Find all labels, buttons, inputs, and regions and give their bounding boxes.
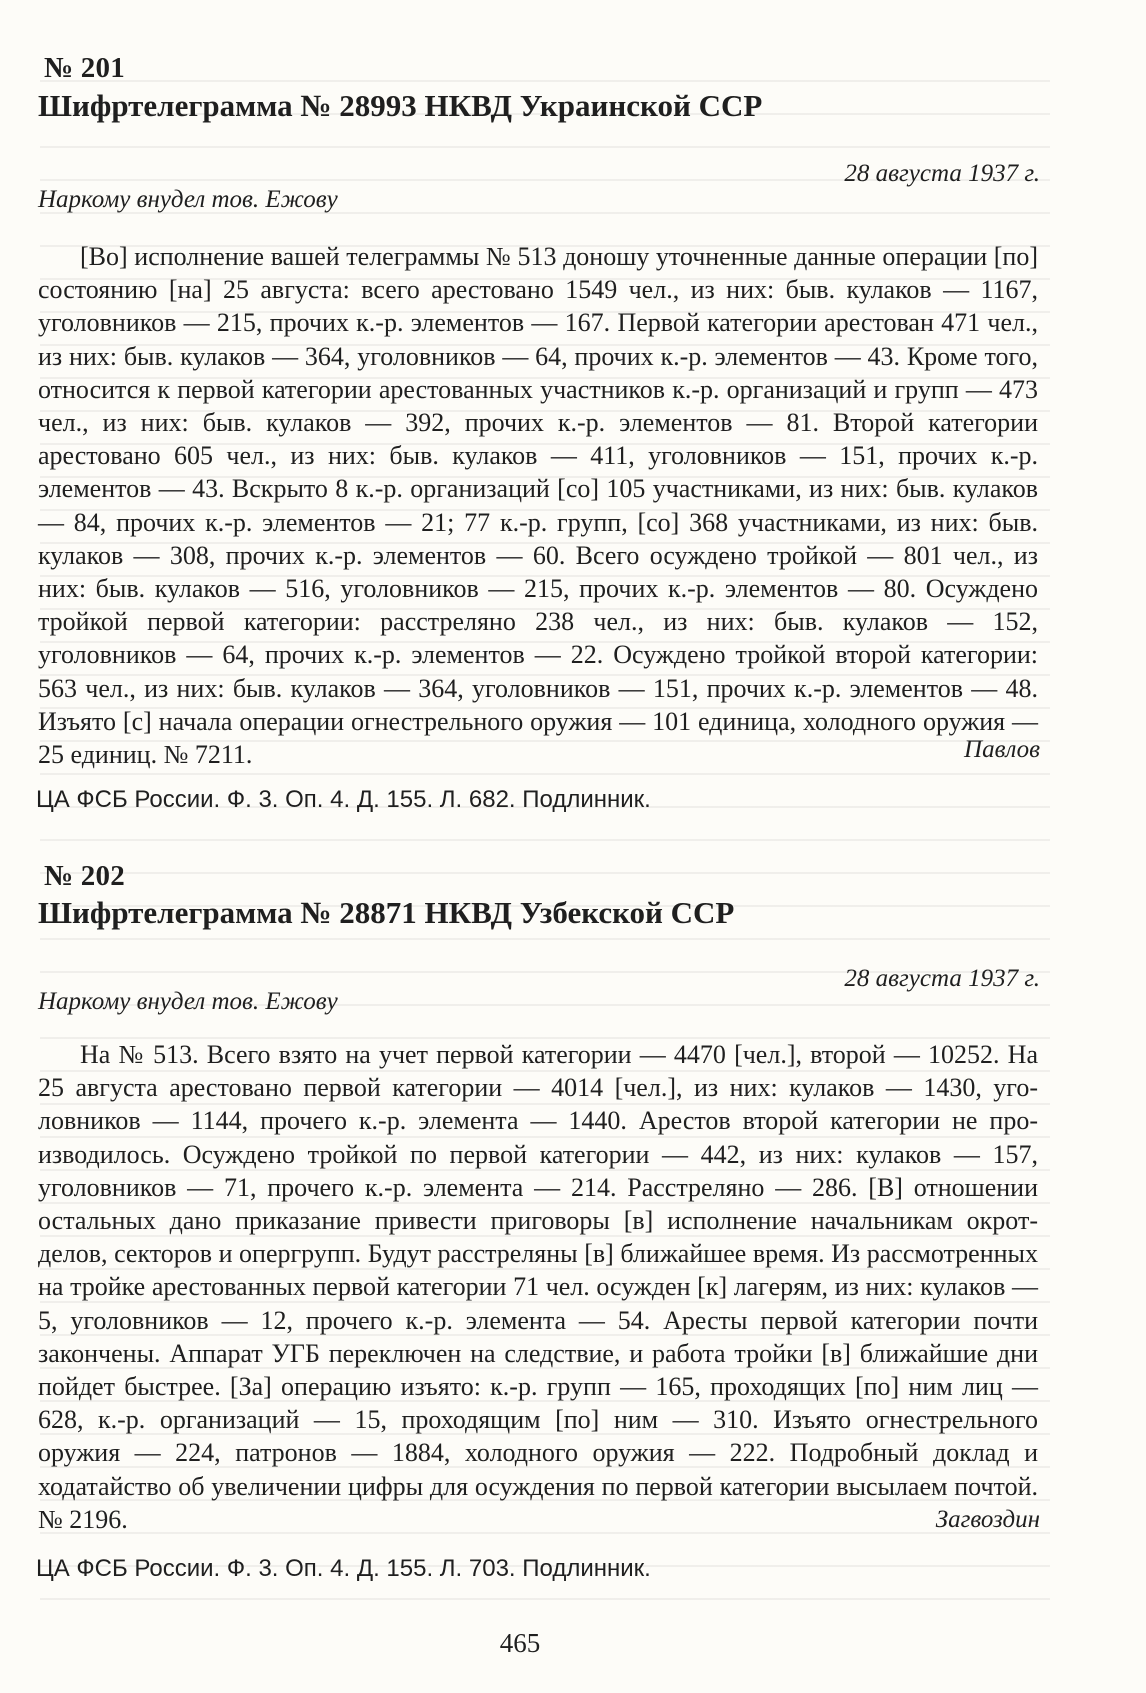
doc-202-title: Шифртелеграмма № 28871 НКВД Узбекской ССР (38, 895, 735, 930)
doc-201-signature: Павлов (964, 736, 1040, 763)
doc-201-archive-reference: ЦА ФСБ России. Ф. 3. Оп. 4. Д. 155. Л. 682. Подлинник. (36, 786, 651, 813)
doc-202-body: На № 513. Всего взято на учет первой категории — 4470 [чел.], второй — 10252. На 25 августа арестовано первой категории — 4014 [чел.], из них: кулаков — 1430, уголовников — 1144, прочего к.-р. элемента — 1440. Арестов второй категории не производилось. Осуждено тройкой по первой категории — 442, из них: кулаков — 157, уголовников — 71, прочего к.-р. элемента — 214. Расстреляно — 286. [В] отношении остальных дано приказание привести приговоры [в] исполнение начальникам окротделов, секторов и опергрупп. Будут расстреляны [в] ближайшее время. Из рассмотренных на тройке арестованных первой категории 71 чел. осужден [к] лагерям, из них: кулаков — 5, уголовников — 12, прочего к.-р. элемента — 54. Аресты первой категории почти закончены. Аппарат УГБ переключен на следствие, и работа тройки [в] ближайшие дни пойдет быстрее. [За] операцию изъято: к.-р. групп — 165, проходящих [по] ним лиц — 628, к.-р. организаций — 15, проходящим [по] ним — 310. Изъято огнестрельного оружия — 224, патронов — 1884, холодного оружия — 222. Подробный доклад и ходатайство об увеличении цифры для осуждения по первой категории высылаем почтой. № 2196. (38, 1040, 1038, 1534)
doc-202-addressee: Наркому внудел тов. Ежову (38, 988, 338, 1015)
doc-202-archive-reference: ЦА ФСБ России. Ф. 3. Оп. 4. Д. 155. Л. 703. Подлинник. (36, 1555, 651, 1582)
doc-201-title: Шифртелеграмма № 28993 НКВД Украинской ССР (38, 88, 763, 123)
doc-201-body: [Во] исполнение вашей телеграммы № 513 доношу уточненные данные операции [по] состоянию [на] 25 августа: всего арестовано 1549 чел., из них: быв. кулаков — 1167, уголовников — 215, прочих к.-р. элементов — 167. Первой категории арестован 471 чел., из них: быв. кулаков — 364, уголовников — 64, прочих к.-р. элементов — 43. Кроме того, относится к первой категории арестованных участников к.-р. организаций и групп — 473 чел., из них: быв. кулаков — 392, прочих к.-р. элементов — 81. Второй категории арестовано 605 чел., из них: быв. кулаков — 411, уголовников — 151, прочих к.-р. элементов — 43. Вскрыто 8 к.-р. организаций [со] 105 участниками, из них: быв. кулаков — 84, прочих к.-р. элементов — 21; 77 к.-р. групп, [со] 368 участниками, из них: быв. кулаков — 308, прочих к.-р. элементов — 60. Всего осуждено тройкой — 801 чел., из них: быв. кулаков — 516, уголовников — 215, прочих к.-р. элементов — 80. Осуждено тройкой первой категории: расстреляно 238 чел., из них: быв. кулаков — 152, уголовников — 64, прочих к.-р. элементов — 22. Осуждено тройкой второй категории: 563 чел., из них: быв. кулаков — 364, уголовников — 151, прочих к.-р. элементов — 48. Изъято [с] начала операции огнестрельного оружия — 101 единица, холодного оружия — 25 единиц. № 7211. (38, 242, 1038, 770)
page-number: 465 (499, 1628, 541, 1658)
doc-202-number: № 202 (44, 860, 125, 892)
doc-202-date: 28 августа 1937 г. (844, 965, 1040, 992)
doc-202-signature: Загвоздин (935, 1506, 1040, 1533)
doc-201-date: 28 августа 1937 г. (844, 160, 1040, 187)
doc-201-addressee: Наркому внудел тов. Ежову (38, 186, 338, 213)
doc-201-number: № 201 (44, 52, 125, 84)
